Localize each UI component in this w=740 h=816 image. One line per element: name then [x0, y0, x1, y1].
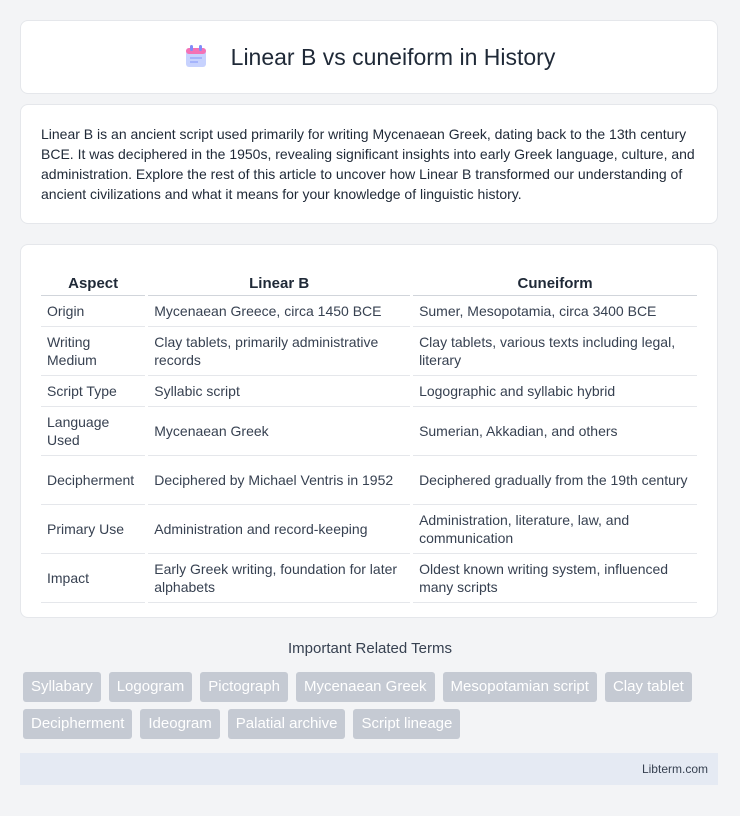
- table-row: [41, 407, 697, 456]
- comparison-card: [20, 244, 718, 618]
- related-term-tag[interactable]: Logogram: [109, 672, 193, 702]
- table-row: [41, 327, 697, 376]
- table-cell: Early Greek writing, foundation for later alphabets: [148, 554, 410, 603]
- table-cell: Logographic and syllabic hybrid: [413, 376, 697, 407]
- related-term-tag[interactable]: Mycenaean Greek: [296, 672, 435, 702]
- table-cell: Mycenaean Greek: [148, 407, 410, 456]
- table-cell: Oldest known writing system, influenced many scripts: [413, 554, 697, 603]
- table-cell: Origin: [41, 296, 145, 327]
- related-term-tag[interactable]: Decipherment: [23, 709, 132, 739]
- column-header-aspect: Aspect: [41, 265, 145, 296]
- table-cell: Sumerian, Akkadian, and others: [413, 407, 697, 456]
- table-header-row: [41, 265, 697, 296]
- title-card: [20, 20, 718, 94]
- table-cell: Mycenaean Greece, circa 1450 BCE: [148, 296, 410, 327]
- table-cell: Deciphered gradually from the 19th century: [413, 456, 697, 505]
- related-term-tag[interactable]: Syllabary: [23, 672, 101, 702]
- calendar-icon: [183, 44, 209, 70]
- table-row: [41, 456, 697, 505]
- table-row: [41, 505, 697, 554]
- table-row: [41, 554, 697, 603]
- related-terms-heading: Important Related Terms: [288, 640, 452, 657]
- related-term-tag[interactable]: Ideogram: [140, 709, 219, 739]
- table-cell: Clay tablets, primarily administrative records: [148, 327, 410, 376]
- related-term-tag[interactable]: Pictograph: [200, 672, 288, 702]
- related-terms-list: [23, 672, 723, 739]
- table-cell: Clay tablets, various texts including legal, literary: [413, 327, 697, 376]
- table-cell: Script Type: [41, 376, 145, 407]
- column-header-linear-b: Linear B: [148, 265, 410, 296]
- table-cell: Deciphered by Michael Ventris in 1952: [148, 456, 410, 505]
- table-cell: Administration, literature, law, and communication: [413, 505, 697, 554]
- table-cell: Language Used: [41, 407, 145, 456]
- table-cell: Writing Medium: [41, 327, 145, 376]
- page-title: Linear B vs cuneiform in History: [230, 43, 556, 70]
- comparison-table: [38, 265, 700, 603]
- table-cell: Decipherment: [41, 456, 145, 505]
- table-cell: Administration and record-keeping: [148, 505, 410, 554]
- footer-brand-link[interactable]: Libterm.com: [641, 762, 708, 776]
- related-term-tag[interactable]: Clay tablet: [605, 672, 692, 702]
- table-cell: Syllabic script: [148, 376, 410, 407]
- related-term-tag[interactable]: Script lineage: [353, 709, 460, 739]
- intro-text: Linear B is an ancient script used primarily for writing Mycenaean Greek, dating back to the 13th century BCE. It was deciphered in the 1950s, revealing significant insights into early Greek language, culture, and administration. Explore the rest of this article to uncover how Linear B transformed our understanding of ancient civilizations and what it means for your knowledge of linguistic history.: [41, 126, 695, 202]
- table-row: [41, 296, 697, 327]
- related-term-tag[interactable]: Palatial archive: [228, 709, 346, 739]
- table-cell: Impact: [41, 554, 145, 603]
- footer: [20, 753, 718, 785]
- table-row: [41, 376, 697, 407]
- intro-card: [20, 104, 718, 224]
- table-cell: Sumer, Mesopotamia, circa 3400 BCE: [413, 296, 697, 327]
- table-cell: Primary Use: [41, 505, 145, 554]
- column-header-cuneiform: Cuneiform: [413, 265, 697, 296]
- related-term-tag[interactable]: Mesopotamian script: [443, 672, 597, 702]
